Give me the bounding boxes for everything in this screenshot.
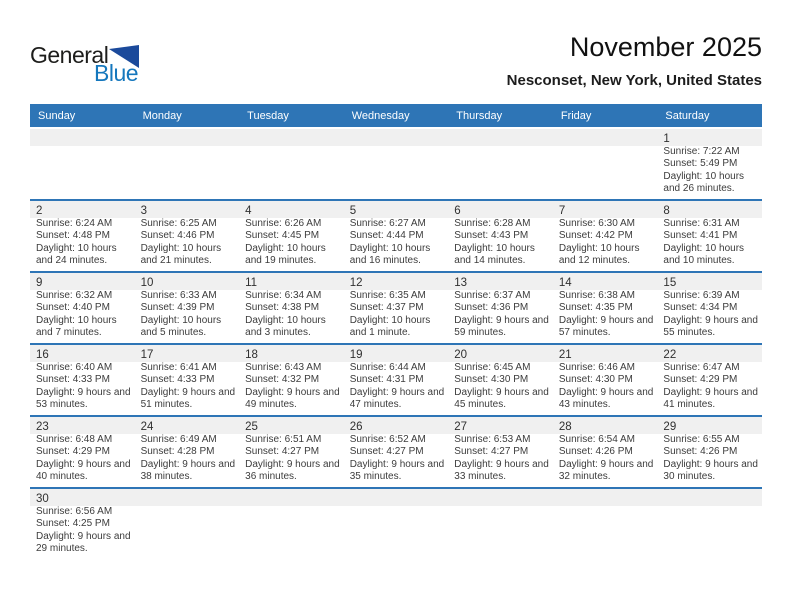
- day-number-band: [239, 417, 344, 434]
- day-number: 29: [663, 421, 677, 433]
- day-number-band: [344, 417, 449, 434]
- day-cell-11: [239, 273, 344, 343]
- day-cell-empty: [344, 129, 449, 199]
- daylight-line: Daylight: 9 hours and 45 minutes.: [454, 386, 549, 411]
- sunset-line: Sunset: 4:36 PM: [454, 302, 529, 314]
- sunset-line: Sunset: 4:48 PM: [36, 230, 110, 242]
- day-number-band: [657, 417, 762, 434]
- day-cell-empty: [30, 129, 135, 199]
- day-number-band: [239, 201, 344, 218]
- daylight-line: Daylight: 9 hours and 35 minutes.: [349, 458, 445, 483]
- daylight-line: Daylight: 9 hours and 41 minutes.: [663, 386, 758, 411]
- sunset-line: Sunset: 4:44 PM: [349, 230, 424, 242]
- day-cell-empty: [657, 489, 762, 559]
- day-number: 14: [558, 277, 572, 289]
- sunset-line: Sunset: 4:33 PM: [140, 374, 215, 386]
- day-number: 18: [245, 349, 258, 361]
- day-number: 16: [36, 349, 49, 361]
- logo-word-blue: Blue: [94, 60, 139, 86]
- sunset-line: Sunset: 4:42 PM: [558, 230, 633, 242]
- day-number: 30: [36, 493, 49, 505]
- daylight-line: Daylight: 9 hours and 38 minutes.: [140, 458, 236, 483]
- sunrise-line: Sunrise: 6:54 AM: [558, 434, 635, 445]
- day-cell-empty: [239, 129, 344, 199]
- day-number-band: [657, 129, 762, 146]
- sunset-line: Sunset: 4:43 PM: [454, 230, 529, 242]
- day-cell-empty: [239, 489, 344, 559]
- day-cell-12: [344, 273, 449, 343]
- day-number-band: [30, 273, 135, 290]
- day-number: 3: [140, 205, 147, 217]
- day-number: 25: [245, 421, 258, 433]
- day-cell-6: [448, 201, 553, 271]
- day-number-band: [135, 129, 240, 146]
- day-cell-2: [30, 201, 135, 271]
- sunset-line: Sunset: 4:31 PM: [349, 374, 424, 386]
- daylight-line: Daylight: 9 hours and 49 minutes.: [245, 386, 340, 411]
- day-cell-18: [239, 345, 344, 415]
- sunset-line: Sunset: 4:46 PM: [140, 230, 215, 242]
- day-number: 19: [349, 349, 363, 361]
- day-cell-23: [30, 417, 135, 487]
- sunrise-line: Sunrise: 6:49 AM: [140, 434, 217, 445]
- daylight-line: Daylight: 9 hours and 43 minutes.: [558, 386, 654, 411]
- weekday-header-wednesday: Wednesday: [351, 109, 410, 122]
- sunrise-line: Sunrise: 6:30 AM: [558, 218, 635, 229]
- sunrise-line: Sunrise: 6:53 AM: [454, 434, 531, 445]
- sunset-line: Sunset: 4:33 PM: [36, 374, 110, 386]
- sunrise-line: Sunrise: 6:39 AM: [663, 290, 740, 301]
- day-number-band: [344, 129, 449, 146]
- day-cell-empty: [553, 129, 658, 199]
- sunrise-line: Sunrise: 6:27 AM: [349, 218, 426, 229]
- sunrise-line: Sunrise: 6:25 AM: [140, 218, 217, 229]
- day-number-band: [448, 345, 553, 362]
- weekday-header-sunday: Sunday: [38, 109, 76, 122]
- daylight-line: Daylight: 10 hours and 3 minutes.: [245, 314, 326, 339]
- day-number-band: [344, 273, 449, 290]
- day-number: 21: [558, 349, 572, 361]
- day-number-band: [553, 201, 658, 218]
- day-number-band: [135, 345, 240, 362]
- general-blue-logo[interactable]: [30, 44, 170, 85]
- day-number: 13: [454, 277, 468, 289]
- week-row-4: [30, 345, 762, 417]
- day-number: 6: [454, 205, 461, 217]
- daylight-line: Daylight: 10 hours and 24 minutes.: [36, 242, 117, 267]
- day-number: 9: [36, 277, 43, 289]
- day-number: 11: [245, 277, 258, 289]
- day-number-band: [448, 129, 553, 146]
- sunrise-line: Sunrise: 6:32 AM: [36, 290, 113, 301]
- day-number-band: [657, 345, 762, 362]
- day-cell-17: [135, 345, 240, 415]
- day-cell-25: [239, 417, 344, 487]
- day-number: 26: [349, 421, 363, 433]
- sunrise-line: Sunrise: 6:51 AM: [245, 434, 322, 445]
- day-cell-27: [448, 417, 553, 487]
- daylight-line: Daylight: 9 hours and 47 minutes.: [349, 386, 445, 411]
- daylight-line: Daylight: 9 hours and 30 minutes.: [663, 458, 758, 483]
- day-cell-28: [553, 417, 658, 487]
- day-number-band: [448, 417, 553, 434]
- daylight-line: Daylight: 10 hours and 21 minutes.: [140, 242, 222, 267]
- day-number-band: [30, 345, 135, 362]
- day-cell-empty: [344, 489, 449, 559]
- day-number-band: [657, 489, 762, 506]
- day-cell-24: [135, 417, 240, 487]
- day-number-band: [448, 489, 553, 506]
- day-number-band: [448, 273, 553, 290]
- day-cell-21: [553, 345, 658, 415]
- weekday-header-thursday: Thursday: [456, 109, 503, 122]
- sunset-line: Sunset: 4:30 PM: [454, 374, 529, 386]
- day-cell-empty: [553, 489, 658, 559]
- sunrise-line: Sunrise: 6:48 AM: [36, 434, 113, 445]
- day-cell-29: [657, 417, 762, 487]
- day-number-band: [553, 489, 658, 506]
- sunrise-line: Sunrise: 6:38 AM: [558, 290, 635, 301]
- daylight-line: Daylight: 10 hours and 1 minute.: [349, 314, 431, 339]
- sunset-line: Sunset: 4:35 PM: [558, 302, 633, 314]
- day-number: 1: [663, 133, 670, 145]
- sunrise-line: Sunrise: 6:33 AM: [140, 290, 217, 301]
- day-number-band: [239, 489, 344, 506]
- sunrise-line: Sunrise: 6:47 AM: [663, 362, 740, 373]
- sunset-line: Sunset: 4:29 PM: [663, 374, 738, 386]
- daylight-line: Daylight: 10 hours and 5 minutes.: [140, 314, 222, 339]
- day-number: 23: [36, 421, 49, 433]
- day-cell-15: [657, 273, 762, 343]
- sunrise-line: Sunrise: 6:34 AM: [245, 290, 322, 301]
- day-cell-22: [657, 345, 762, 415]
- day-number: 20: [454, 349, 468, 361]
- day-number: 4: [245, 205, 252, 217]
- day-number-band: [30, 201, 135, 218]
- daylight-line: Daylight: 9 hours and 33 minutes.: [454, 458, 549, 483]
- sunset-line: Sunset: 4:45 PM: [245, 230, 320, 242]
- daylight-line: Daylight: 9 hours and 36 minutes.: [245, 458, 340, 483]
- sunrise-line: Sunrise: 6:46 AM: [558, 362, 635, 373]
- day-cell-9: [30, 273, 135, 343]
- day-cell-8: [657, 201, 762, 271]
- day-cell-4: [239, 201, 344, 271]
- day-number-band: [448, 201, 553, 218]
- daylight-line: Daylight: 10 hours and 12 minutes.: [558, 242, 640, 267]
- day-number: 7: [558, 205, 566, 217]
- week-row-1: [30, 129, 762, 201]
- daylight-line: Daylight: 10 hours and 19 minutes.: [245, 242, 326, 267]
- sunrise-line: Sunrise: 6:26 AM: [245, 218, 322, 229]
- day-number: 2: [36, 205, 43, 217]
- day-number-band: [657, 201, 762, 218]
- daylight-line: Daylight: 10 hours and 10 minutes.: [663, 242, 745, 267]
- sunset-line: Sunset: 4:27 PM: [245, 446, 320, 458]
- sunset-line: Sunset: 4:25 PM: [36, 518, 110, 530]
- sunset-line: Sunset: 4:27 PM: [454, 446, 529, 458]
- day-number: 17: [140, 349, 154, 361]
- sunset-line: Sunset: 4:39 PM: [140, 302, 215, 314]
- day-number-band: [135, 273, 240, 290]
- sunrise-line: Sunrise: 6:44 AM: [349, 362, 426, 373]
- sunset-line: Sunset: 4:37 PM: [349, 302, 424, 314]
- page-title: November 2025: [569, 32, 762, 62]
- day-number: 27: [454, 421, 468, 433]
- day-cell-1: [657, 129, 762, 199]
- sunset-line: Sunset: 4:27 PM: [349, 446, 424, 458]
- day-number: 12: [349, 277, 363, 289]
- page-subtitle: Nesconset, New York, United States: [506, 71, 762, 89]
- week-row-3: [30, 273, 762, 345]
- sunrise-line: Sunrise: 6:40 AM: [36, 362, 113, 373]
- day-number: 10: [140, 277, 154, 289]
- sunrise-line: Sunrise: 6:41 AM: [140, 362, 217, 373]
- day-number-band: [30, 489, 135, 506]
- week-row-5: [30, 417, 762, 489]
- sunrise-line: Sunrise: 7:22 AM: [663, 146, 740, 157]
- day-number-band: [239, 345, 344, 362]
- day-cell-14: [553, 273, 658, 343]
- day-number-band: [239, 273, 344, 290]
- sunset-line: Sunset: 4:26 PM: [558, 446, 633, 458]
- sunset-line: Sunset: 4:28 PM: [140, 446, 215, 458]
- weekday-header-tuesday: Tuesday: [247, 109, 289, 122]
- sunset-line: Sunset: 4:30 PM: [558, 374, 633, 386]
- daylight-line: Daylight: 10 hours and 26 minutes.: [663, 170, 745, 195]
- day-number-band: [30, 417, 135, 434]
- sunrise-line: Sunrise: 6:52 AM: [349, 434, 426, 445]
- day-cell-empty: [448, 489, 553, 559]
- sunrise-line: Sunrise: 6:43 AM: [245, 362, 322, 373]
- daylight-line: Daylight: 10 hours and 16 minutes.: [349, 242, 431, 267]
- day-cell-3: [135, 201, 240, 271]
- sunset-line: Sunset: 4:26 PM: [663, 446, 738, 458]
- week-row-2: [30, 201, 762, 273]
- day-cell-19: [344, 345, 449, 415]
- day-number-band: [135, 489, 240, 506]
- day-number-band: [135, 417, 240, 434]
- day-number-band: [30, 129, 135, 146]
- day-number-band: [553, 345, 658, 362]
- sunrise-line: Sunrise: 6:45 AM: [454, 362, 531, 373]
- calendar-weeks: [30, 129, 762, 559]
- weekday-header-friday: Friday: [560, 109, 592, 122]
- day-cell-26: [344, 417, 449, 487]
- day-number-band: [344, 201, 449, 218]
- calendar: [30, 104, 762, 559]
- day-number-band: [553, 129, 658, 146]
- sunrise-line: Sunrise: 6:56 AM: [36, 506, 113, 517]
- sunset-line: Sunset: 5:49 PM: [663, 158, 738, 170]
- sunrise-line: Sunrise: 6:28 AM: [454, 218, 531, 229]
- day-cell-30: [30, 489, 135, 559]
- sunrise-line: Sunrise: 6:24 AM: [36, 218, 113, 229]
- day-cell-20: [448, 345, 553, 415]
- day-number-band: [344, 345, 449, 362]
- sunrise-line: Sunrise: 6:35 AM: [349, 290, 426, 301]
- daylight-line: Daylight: 9 hours and 32 minutes.: [558, 458, 654, 483]
- daylight-line: Daylight: 9 hours and 29 minutes.: [36, 530, 131, 555]
- daylight-line: Daylight: 10 hours and 7 minutes.: [36, 314, 117, 339]
- day-number: 15: [663, 277, 677, 289]
- day-number-band: [553, 417, 658, 434]
- day-number-band: [553, 273, 658, 290]
- day-number-band: [657, 273, 762, 290]
- daylight-line: Daylight: 9 hours and 55 minutes.: [663, 314, 758, 339]
- day-cell-empty: [135, 129, 240, 199]
- sunset-line: Sunset: 4:38 PM: [245, 302, 320, 314]
- sunset-line: Sunset: 4:41 PM: [663, 230, 738, 242]
- day-number-band: [135, 201, 240, 218]
- daylight-line: Daylight: 9 hours and 59 minutes.: [454, 314, 549, 339]
- sunset-line: Sunset: 4:32 PM: [245, 374, 320, 386]
- daylight-line: Daylight: 9 hours and 40 minutes.: [36, 458, 131, 483]
- day-cell-empty: [448, 129, 553, 199]
- day-number: 28: [558, 421, 572, 433]
- day-cell-16: [30, 345, 135, 415]
- week-row-6: [30, 489, 762, 559]
- daylight-line: Daylight: 9 hours and 57 minutes.: [558, 314, 654, 339]
- sunset-line: Sunset: 4:34 PM: [663, 302, 738, 314]
- weekday-header-monday: Monday: [142, 109, 182, 122]
- weekday-header-row: [30, 104, 762, 127]
- sunrise-line: Sunrise: 6:31 AM: [663, 218, 740, 229]
- day-cell-5: [344, 201, 449, 271]
- day-number: 8: [663, 205, 670, 217]
- sunrise-line: Sunrise: 6:37 AM: [454, 290, 531, 301]
- daylight-line: Daylight: 10 hours and 14 minutes.: [454, 242, 535, 267]
- day-cell-empty: [135, 489, 240, 559]
- day-cell-7: [553, 201, 658, 271]
- day-number-band: [344, 489, 449, 506]
- logo-word-general: General: [30, 42, 109, 68]
- day-cell-10: [135, 273, 240, 343]
- daylight-line: Daylight: 9 hours and 51 minutes.: [140, 386, 236, 411]
- title-block: [507, 33, 762, 89]
- sunset-line: Sunset: 4:29 PM: [36, 446, 110, 458]
- day-number: 5: [349, 205, 357, 217]
- daylight-line: Daylight: 9 hours and 53 minutes.: [36, 386, 131, 411]
- day-cell-13: [448, 273, 553, 343]
- weekday-header-saturday: Saturday: [665, 109, 710, 122]
- sunset-line: Sunset: 4:40 PM: [36, 302, 110, 314]
- day-number: 24: [140, 421, 154, 433]
- sunrise-line: Sunrise: 6:55 AM: [663, 434, 740, 445]
- day-number-band: [239, 129, 344, 146]
- day-number: 22: [663, 349, 677, 361]
